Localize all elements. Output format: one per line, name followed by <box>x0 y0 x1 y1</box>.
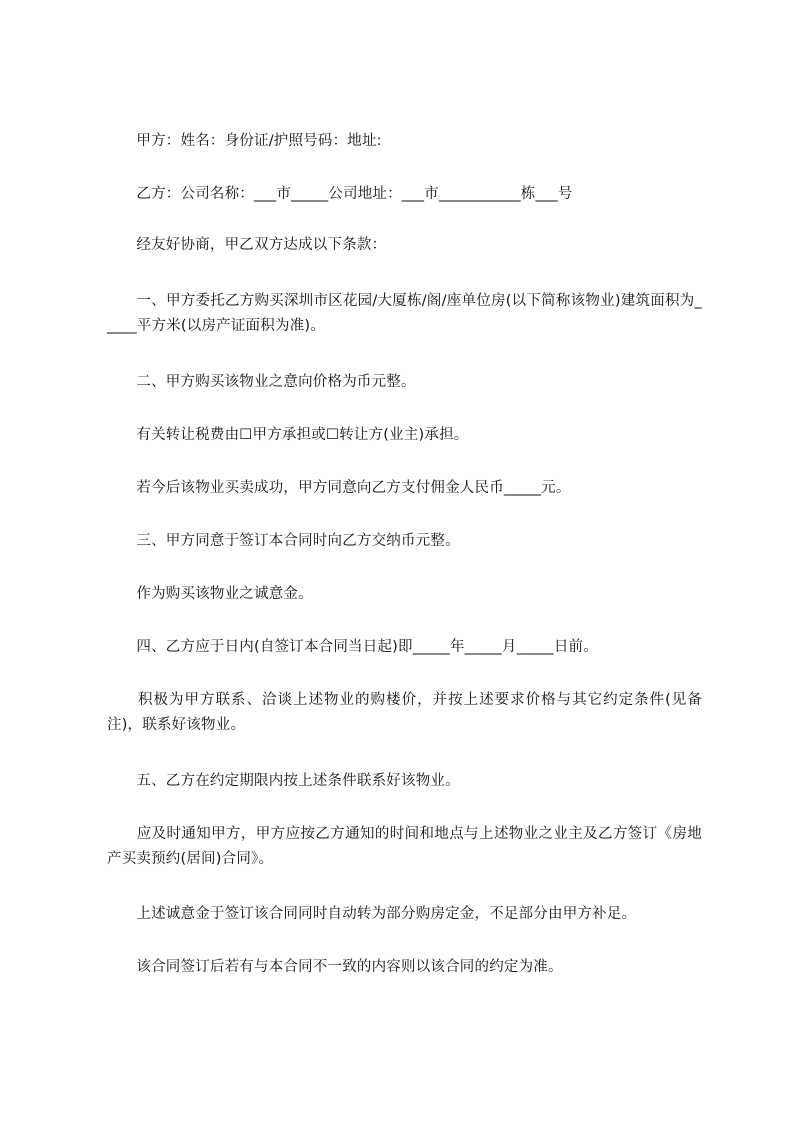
negotiation-paragraph: 积极为甲方联系、洽谈上述物业的购楼价，并按上述要求价格与其它约定条件(见备注)，联系好该物业。 <box>107 692 702 733</box>
deposit-conversion-line: 上述诚意金于签订该合同同时自动转为部分购房定金，不足部分由甲方补足。 <box>107 906 637 922</box>
commission-line: 若今后该物业买卖成功，甲方同意向乙方支付佣金人民币_____元。 <box>107 480 571 496</box>
clause-1: 一、甲方委托乙方购买深圳市区花园/大厦栋/阁/座单位房(以下简称该物业)建筑面积为_____平方米(以房产证面积为准)。 <box>107 293 702 334</box>
clause-2: 二、甲方购买该物业之意向价格为币元整。 <box>107 374 416 390</box>
precedence-line: 该合同签订后若有与本合同不一致的内容则以该合同的约定为准。 <box>107 959 563 975</box>
earnest-money-line: 作为购买该物业之诚意金。 <box>107 586 313 602</box>
clause-5: 五、乙方在约定期限内按上述条件联系好该物业。 <box>107 773 460 789</box>
clause-4: 四、乙方应于日内(自签订本合同当日起)即_____年_____月_____日前。 <box>107 639 598 655</box>
party-a-line: 甲方：姓名：身份证/护照号码：地址: <box>107 133 382 149</box>
clause-3: 三、甲方同意于签订本合同时向乙方交纳币元整。 <box>107 533 460 549</box>
agreement-intro: 经友好协商，甲乙双方达成以下条款： <box>107 237 387 253</box>
tax-burden-line: 有关转让税费由☐甲方承担或☐转让方(业主)承担。 <box>107 427 469 443</box>
party-b-line: 乙方：公司名称：___市_____公司地址：___市___________栋___号 <box>107 186 573 202</box>
notification-paragraph: 应及时通知甲方，甲方应按乙方通知的时间和地点与上述物业之业主及乙方签订《房地产买卖预约(居间)合同》。 <box>107 826 702 867</box>
